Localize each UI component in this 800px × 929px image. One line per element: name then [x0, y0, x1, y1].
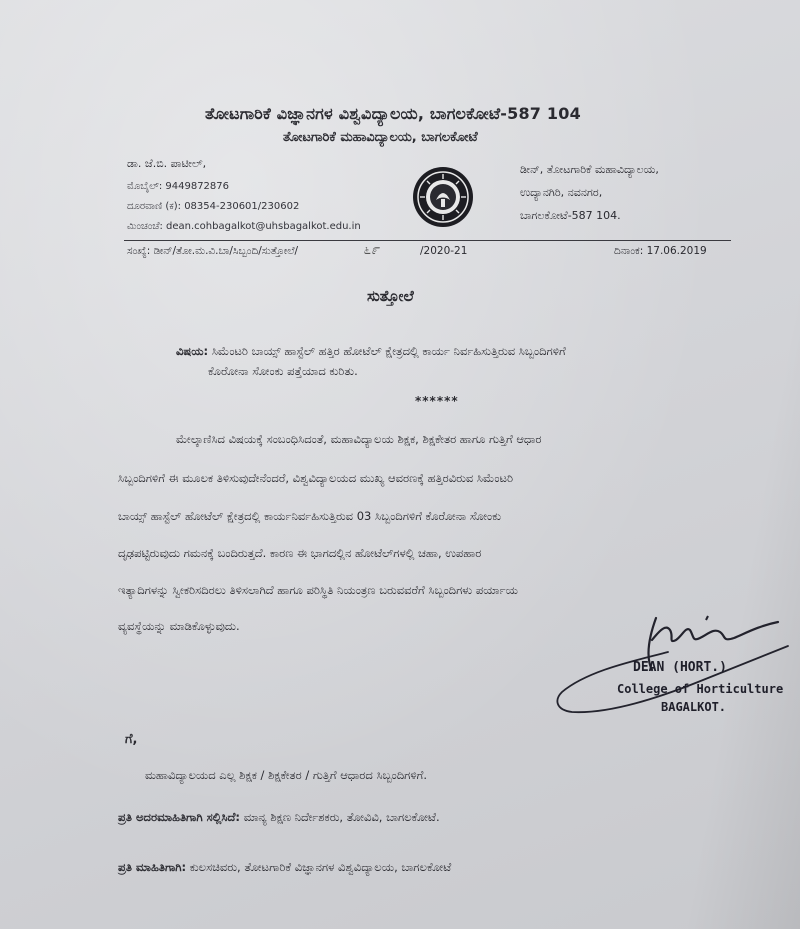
college-name: ತೋಟಗಾರಿಕೆ ಮಹಾವಿದ್ಯಾಲಯ, ಬಾಗಲಕೋಟೆ	[283, 130, 478, 145]
reference-number: ಸಂಖ್ಯೆ: ಡೀನ್/ತೋ.ಮ.ವಿ.ಬಾ/ಸಿಬ್ಬಂದಿ/ಸುತ್ತೋಲೆ/	[127, 245, 299, 257]
letter-date: ದಿನಾಂಕ: 17.06.2019	[614, 245, 707, 257]
sender-email: ಮಿಂಚಂಚೆ: dean.cohbagalkot@uhsbagalkot.edu.in	[127, 221, 361, 232]
body-line-5: ಇತ್ಯಾದಿಗಳನ್ನು ಸ್ವೀಕರಿಸದಿರಲು ತಿಳಿಸಲಾಗಿದೆ ಹಾಗೂ ಪರಿಸ್ಥಿತಿ ನಿಯಂತ್ರಣ ಬರುವವರೆಗೆ ಸಿಬ್ಬಂದಿಗಳು ಪರ್ಯಾಯ	[118, 583, 518, 597]
office-address-line1: ಡೀನ್, ತೋಟಗಾರಿಕೆ ಮಹಾವಿದ್ಯಾಲಯ,	[520, 163, 659, 176]
separator-stars: ******	[415, 394, 459, 408]
body-line-6: ವ್ಯವಸ್ಥೆಯನ್ನು ಮಾಡಿಕೊಳ್ಳುವುದು.	[118, 619, 240, 633]
office-address-line2: ಉದ್ಯಾನಗಿರಿ, ನವನಗರ,	[520, 186, 603, 199]
copy-to-line-2	[118, 860, 451, 875]
body-line-1: ಮೇಲ್ಕಾಣಿಸಿದ ವಿಷಯಕ್ಕೆ ಸಂಬಂಧಿಸಿದಂತೆ, ಮಹಾವಿದ್ಯಾಲಯ ಶಿಕ್ಷಕ, ಶಿಕ್ಷಕೇತರ ಹಾಗೂ ಗುತ್ತಿಗೆ ಆಧಾರ	[176, 432, 542, 446]
circular-heading: ಸುತ್ತೋಲೆ	[367, 287, 414, 305]
header-divider	[124, 240, 731, 241]
university-name: ತೋಟಗಾರಿಕೆ ವಿಜ್ಞಾನಗಳ ವಿಶ್ವವಿದ್ಯಾಲಯ, ಬಾಗಲಕೋಟೆ-587 104	[205, 104, 581, 123]
subject-text-1: ಸಿಮೆಂಟರಿ ಬಾಯ್ಸ್ ಹಾಸ್ಟೆಲ್ ಹತ್ತಿರ ಹೋಟೆಲ್ ಕ್ಷೇತ್ರದಲ್ಲಿ ಕಾರ್ಯ ನಿರ್ವಹಿಸುತ್ತಿರುವ ಸಿಬ್ಬಂದಿಗಳಿಗೆ	[211, 344, 566, 358]
sender-phone: ದೂರವಾಣಿ (ಕ): 08354-230601/230602	[127, 201, 300, 212]
addressee-line: ಮಹಾವಿದ್ಯಾಲಯದ ಎಲ್ಲ ಶಿಕ್ಷಕ / ಶಿಕ್ಷಕೇತರ / ಗುತ್ತಿಗೆ ಆಧಾರದ ಸಿಬ್ಬಂದಿಗಳಿಗೆ.	[145, 768, 427, 782]
sender-name: ಡಾ. ಜೆ.ಬಿ. ಪಾಟೀಲ್,	[127, 157, 207, 170]
body-line-2: ಸಿಬ್ಬಂದಿಗಳಿಗೆ ಈ ಮೂಲಕ ತಿಳಿಸುವುದೇನೆಂದರೆ, ವಿಶ್ವವಿದ್ಯಾಲಯದ ಮುಖ್ಯ ಆವರಣಕ್ಕೆ ಹತ್ತಿರವಿರುವ ಸಿಮೆಂಟರಿ	[118, 471, 514, 485]
reference-year: /2020-21	[420, 245, 468, 257]
to-label: ಗೆ,	[125, 732, 138, 747]
copy-to-line-1	[118, 810, 440, 825]
sender-mobile: ಮೊಬೈಲ್: 9449872876	[127, 181, 230, 192]
subject-label: ವಿಷಯ:	[176, 344, 209, 358]
signatory-college: College of Horticulture	[617, 682, 784, 696]
body-line-3: ಬಾಯ್ಸ್ ಹಾಸ್ಟೆಲ್ ಹೋಟೆಲ್ ಕ್ಷೇತ್ರದಲ್ಲಿ ಕಾರ್ಯನಿರ್ವಹಿಸುತ್ತಿರುವ 03 ಸಿಬ್ಬಂದಿಗಳಿಗೆ ಕೊರೋನಾ ಸೋಂಕು	[118, 509, 501, 523]
copy-label-1: ಪ್ರತಿ ಅದರಮಾಹಿತಿಗಾಗಿ ಸಲ್ಲಿಸಿದೆ:	[118, 810, 241, 824]
copy-text-2: ಕುಲಸಚಿವರು, ತೋಟಗಾರಿಕೆ ವಿಜ್ಞಾನಗಳ ವಿಶ್ವವಿದ್ಯಾಲಯ, ಬಾಗಲಕೋಟೆ	[189, 860, 452, 874]
office-address-line3: ಬಾಗಲಕೋಟೆ-587 104.	[520, 209, 621, 222]
signatory-title: DEAN (HORT.)	[633, 660, 727, 675]
body-line-4: ದೃಢಪಟ್ಟಿರುವುದು ಗಮನಕ್ಕೆ ಬಂದಿರುತ್ತದೆ. ಕಾರಣ ಈ ಭಾಗದಲ್ಲಿನ ಹೋಟೆಲ್‌ಗಳಲ್ಲಿ ಚಹಾ, ಉಪಹಾರ	[118, 546, 482, 560]
subject-line-2: ಕೊರೋನಾ ಸೋಂಕು ಪತ್ತೆಯಾದ ಕುರಿತು.	[208, 364, 358, 378]
copy-label-2: ಪ್ರತಿ ಮಾಹಿತಿಗಾಗಿ:	[118, 860, 187, 874]
university-seal-logo	[413, 167, 473, 227]
reference-handwritten-number: ೬೯	[363, 242, 379, 258]
signatory-town: BAGALKOT.	[661, 700, 727, 714]
copy-text-1: ಮಾನ್ಯ ಶಿಕ್ಷಣ ನಿರ್ದೇಶಕರು, ತೋವಿವಿ, ಬಾಗಲಕೋಟೆ.	[243, 810, 440, 824]
subject-line-1	[176, 344, 566, 359]
